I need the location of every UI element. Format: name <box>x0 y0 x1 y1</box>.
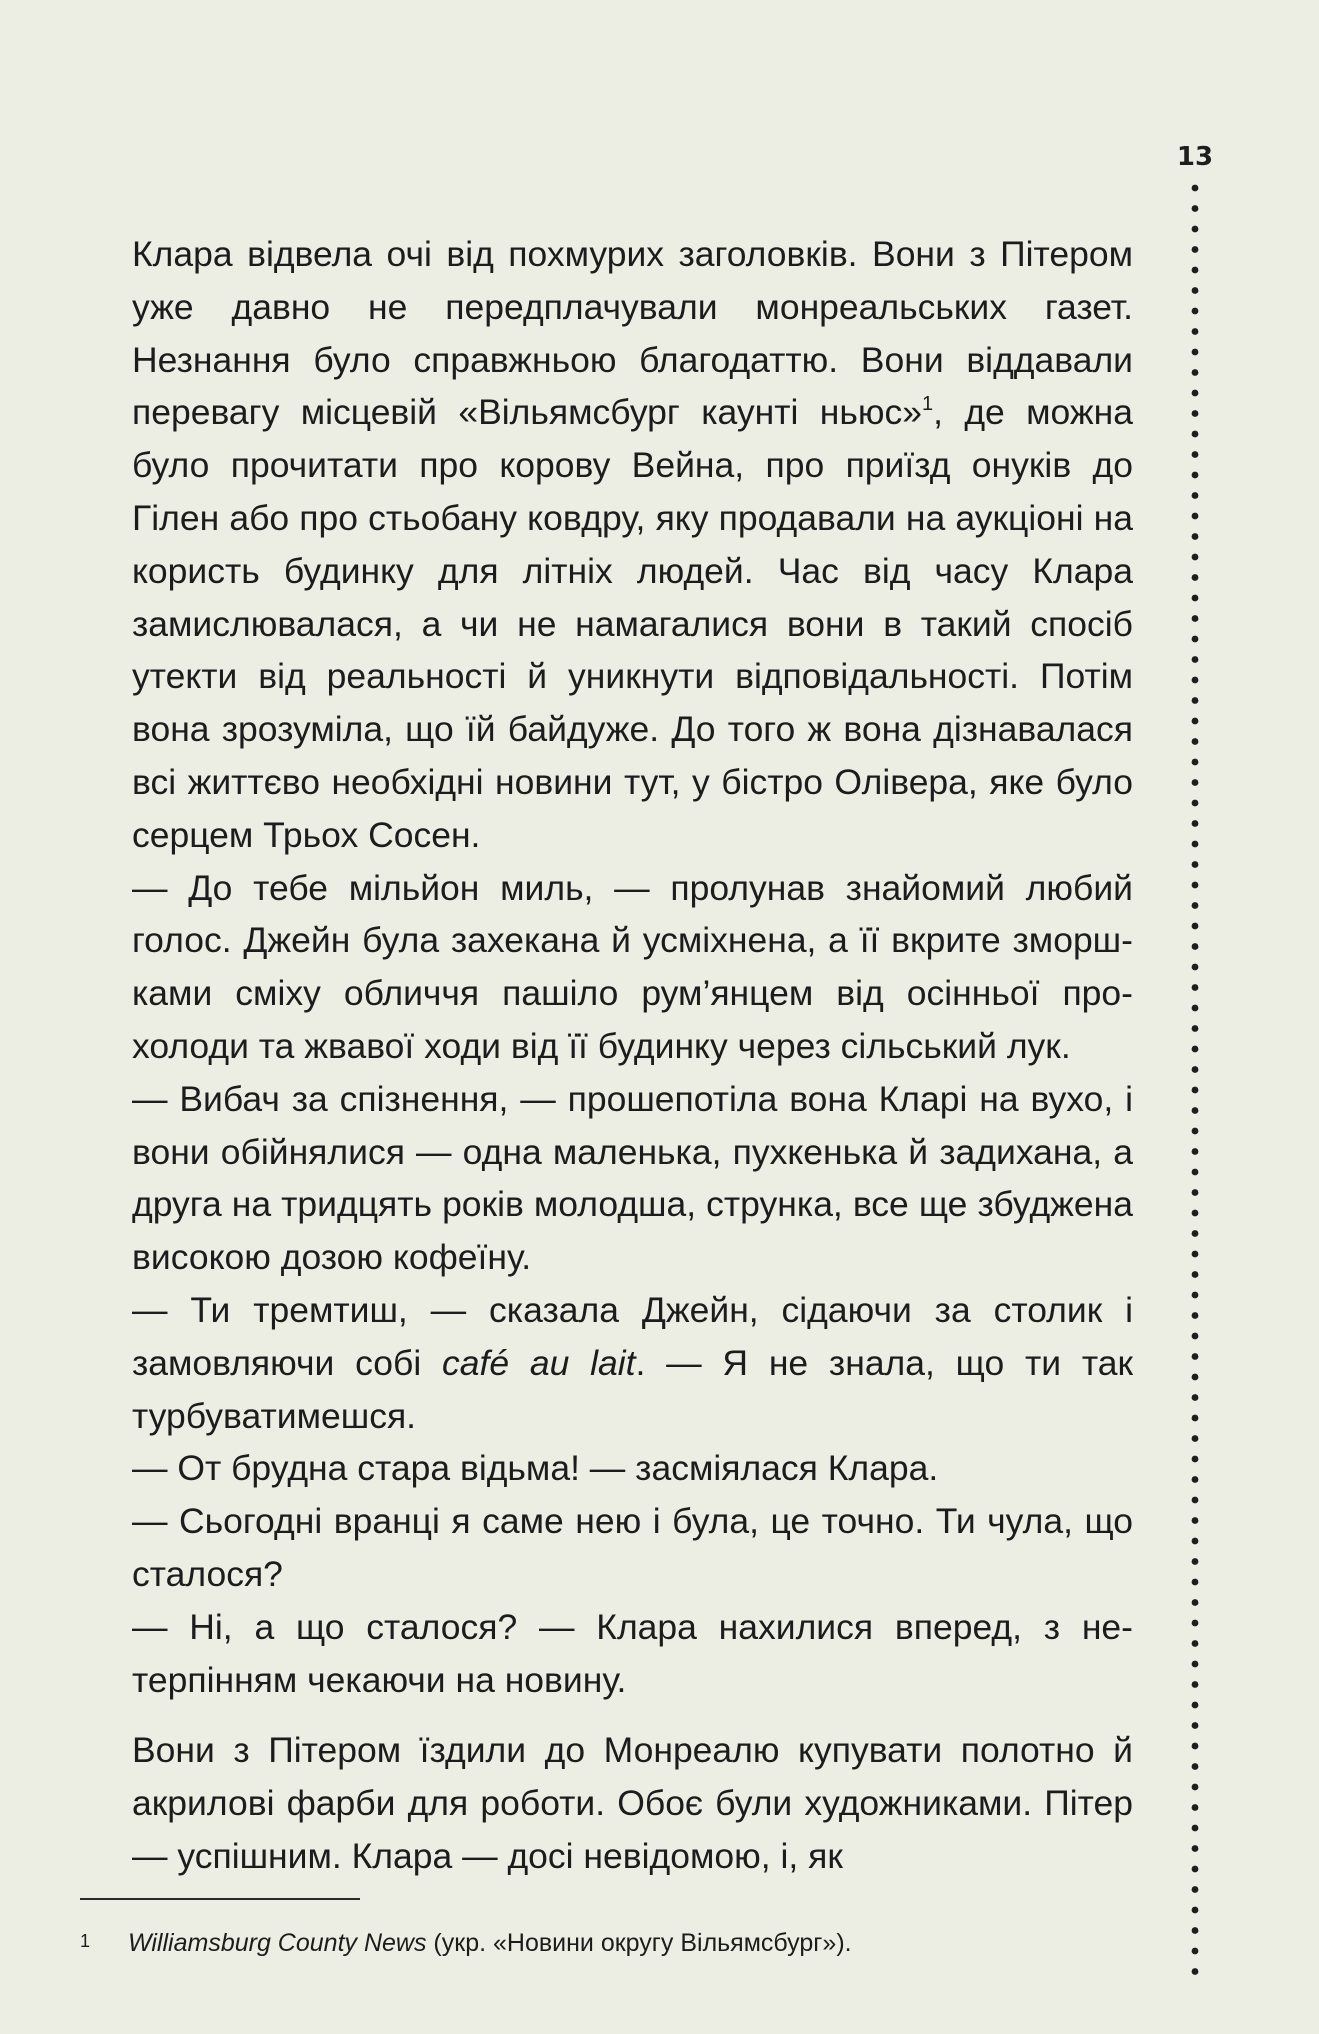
margin-dot <box>1192 410 1199 417</box>
margin-dot <box>1192 1087 1199 1094</box>
margin-dot <box>1192 1948 1199 1955</box>
margin-dot <box>1192 185 1199 192</box>
margin-dot <box>1192 615 1199 622</box>
margin-dot <box>1192 1353 1199 1360</box>
margin-dot <box>1192 205 1199 212</box>
margin-dot <box>1192 492 1199 499</box>
paragraph-text: , де можна було прочитати про корову Вейна, про приїзд онуків до Гілен або про стьобану ковдру, яку продавали на аукціоні на користь будинку для літніх людей. Час від часу Клара замислювалася, а чи не намагалися вони в такий спосіб утекти від реальності й уникнути відповідальності. Потім вона зрозуміла, що їй байдуже. До того ж вона дізнавалася всі життєво необхідні новини тут, у бістро Олівера, яке було серцем Трьох Сосен. <box>132 392 1133 855</box>
paragraph: — Сьогодні вранці я саме нею і була, це точно. Ти чула, що сталося? <box>132 1501 1133 1594</box>
margin-dot <box>1192 1886 1199 1893</box>
margin-dot <box>1192 308 1199 315</box>
paragraph: — До тебе мільйон миль, — пролунав знайомий любий голос. Джейн була захекана й усміхнена, а її вкрите зморшками сміху обличчя пашіло рум’янцем від осінньої прохолоди та жвавої ходи від її будинку через сільський лук. <box>132 867 1133 1066</box>
margin-dot <box>1192 1148 1199 1155</box>
footnote-marker: 1 <box>80 1931 91 1951</box>
margin-dot <box>1192 882 1199 889</box>
footnote-reference: 1 <box>921 393 934 416</box>
margin-dot <box>1192 984 1199 991</box>
dotted-margin-rule <box>1191 184 1199 1984</box>
margin-dot <box>1192 1169 1199 1176</box>
margin-dot <box>1192 697 1199 704</box>
margin-dot <box>1192 902 1199 909</box>
margin-dot <box>1192 431 1199 438</box>
margin-dot <box>1192 1722 1199 1729</box>
margin-dot <box>1192 1538 1199 1545</box>
paragraph <box>132 1284 1133 1442</box>
margin-dot <box>1192 1415 1199 1422</box>
margin-dot <box>1192 574 1199 581</box>
margin-dot <box>1192 390 1199 397</box>
margin-dot <box>1192 1763 1199 1770</box>
margin-dot <box>1192 1558 1199 1565</box>
footnote-title: Williamsburg County News <box>128 1929 427 1957</box>
paragraph: — От брудна стара відьма! — засміялася Клара. <box>132 1448 939 1489</box>
margin-dot <box>1192 1620 1199 1627</box>
margin-dot <box>1192 1374 1199 1381</box>
margin-dot <box>1192 1456 1199 1463</box>
margin-dot <box>1192 718 1199 725</box>
margin-dot <box>1192 226 1199 233</box>
margin-dot <box>1192 923 1199 930</box>
margin-dot <box>1192 779 1199 786</box>
margin-dot <box>1192 1640 1199 1647</box>
margin-dot <box>1192 451 1199 458</box>
margin-dot <box>1192 1517 1199 1524</box>
margin-dot <box>1192 800 1199 807</box>
margin-dot <box>1192 349 1199 356</box>
margin-dot <box>1192 1066 1199 1073</box>
footnote <box>80 1924 1140 1960</box>
margin-dot <box>1192 1497 1199 1504</box>
margin-dot <box>1192 1927 1199 1934</box>
margin-dot <box>1192 1189 1199 1196</box>
margin-dot <box>1192 513 1199 520</box>
margin-dot <box>1192 1312 1199 1319</box>
margin-dot <box>1192 1394 1199 1401</box>
paragraph-text: . — Я не знала, що ти так турбуватимешся. <box>132 1342 1133 1436</box>
margin-dot <box>1192 1230 1199 1237</box>
margin-dot <box>1192 1825 1199 1832</box>
footnote-divider <box>80 1898 360 1900</box>
margin-dot <box>1192 1210 1199 1217</box>
margin-dot <box>1192 677 1199 684</box>
paragraph: — Ні, а що сталося? — Клара нахилися вперед, з нетерпінням чекаючи на новину. <box>132 1606 1133 1700</box>
margin-dot <box>1192 1435 1199 1442</box>
margin-dot <box>1192 943 1199 950</box>
margin-dot <box>1192 472 1199 479</box>
paragraph <box>132 228 1133 862</box>
margin-dot <box>1192 1046 1199 1053</box>
margin-dot <box>1192 1333 1199 1340</box>
margin-dot <box>1192 1743 1199 1750</box>
body-text <box>132 228 1133 1883</box>
margin-dot <box>1192 595 1199 602</box>
margin-dot <box>1192 1476 1199 1483</box>
margin-dot <box>1192 1128 1199 1135</box>
margin-dot <box>1192 1804 1199 1811</box>
foreign-phrase: café au lait <box>441 1342 636 1383</box>
margin-dot <box>1192 1681 1199 1688</box>
margin-dot <box>1192 1579 1199 1586</box>
margin-dot <box>1192 246 1199 253</box>
margin-dot <box>1192 554 1199 561</box>
margin-dot <box>1192 533 1199 540</box>
margin-dot <box>1192 1025 1199 1032</box>
footnote-text: (укр. «Новини округу Вільямсбург»). <box>426 1929 852 1957</box>
page-number: 13 <box>1176 142 1214 172</box>
margin-dot <box>1192 738 1199 745</box>
margin-dot <box>1192 1702 1199 1709</box>
margin-dot <box>1192 1907 1199 1914</box>
margin-dot <box>1192 1292 1199 1299</box>
margin-dot <box>1192 656 1199 663</box>
margin-dot <box>1192 1107 1199 1114</box>
margin-dot <box>1192 369 1199 376</box>
margin-dot <box>1192 841 1199 848</box>
margin-dot <box>1192 1866 1199 1873</box>
margin-dot <box>1192 1005 1199 1012</box>
margin-dot <box>1192 1784 1199 1791</box>
margin-dot <box>1192 1661 1199 1668</box>
margin-dot <box>1192 820 1199 827</box>
paragraph: Вони з Пітером їздили до Монреалю купувати полотно й акрилові фарби для роботи. Обоє були художниками. Пітер — успішним. Клара — досі невідомою, і, як <box>132 1730 1133 1876</box>
margin-dot <box>1192 328 1199 335</box>
margin-dot <box>1192 1251 1199 1258</box>
margin-dot <box>1192 267 1199 274</box>
margin-dot <box>1192 287 1199 294</box>
margin-dot <box>1192 861 1199 868</box>
margin-dot <box>1192 964 1199 971</box>
margin-dot <box>1192 636 1199 643</box>
paragraph-text: — Ти тремтиш, — сказала Джейн, сідаючи за столик і замовляючи собі <box>132 1289 1133 1383</box>
margin-dot <box>1192 1968 1199 1975</box>
margin-dot <box>1192 1845 1199 1852</box>
margin-dot <box>1192 1271 1199 1278</box>
margin-dot <box>1192 1599 1199 1606</box>
paragraph-text: Клара відвела очі від похмурих заголовків. Вони з Пітером уже давно не передплачували монреальських газет. Незнання було справжньою благодаттю. Вони віддавали перевагу місцевій «Вільямсбург каунті ньюс» <box>132 234 1133 433</box>
margin-dot <box>1192 759 1199 766</box>
paragraph: — Вибач за спізнення, — прошепотіла вона Кларі на вухо, і вони обійнялися — одна маленька, пухкенька й задихана, а друга на тридцять років молодша, струнка, все ще збуджена високою дозою кофеїну. <box>132 1078 1133 1278</box>
